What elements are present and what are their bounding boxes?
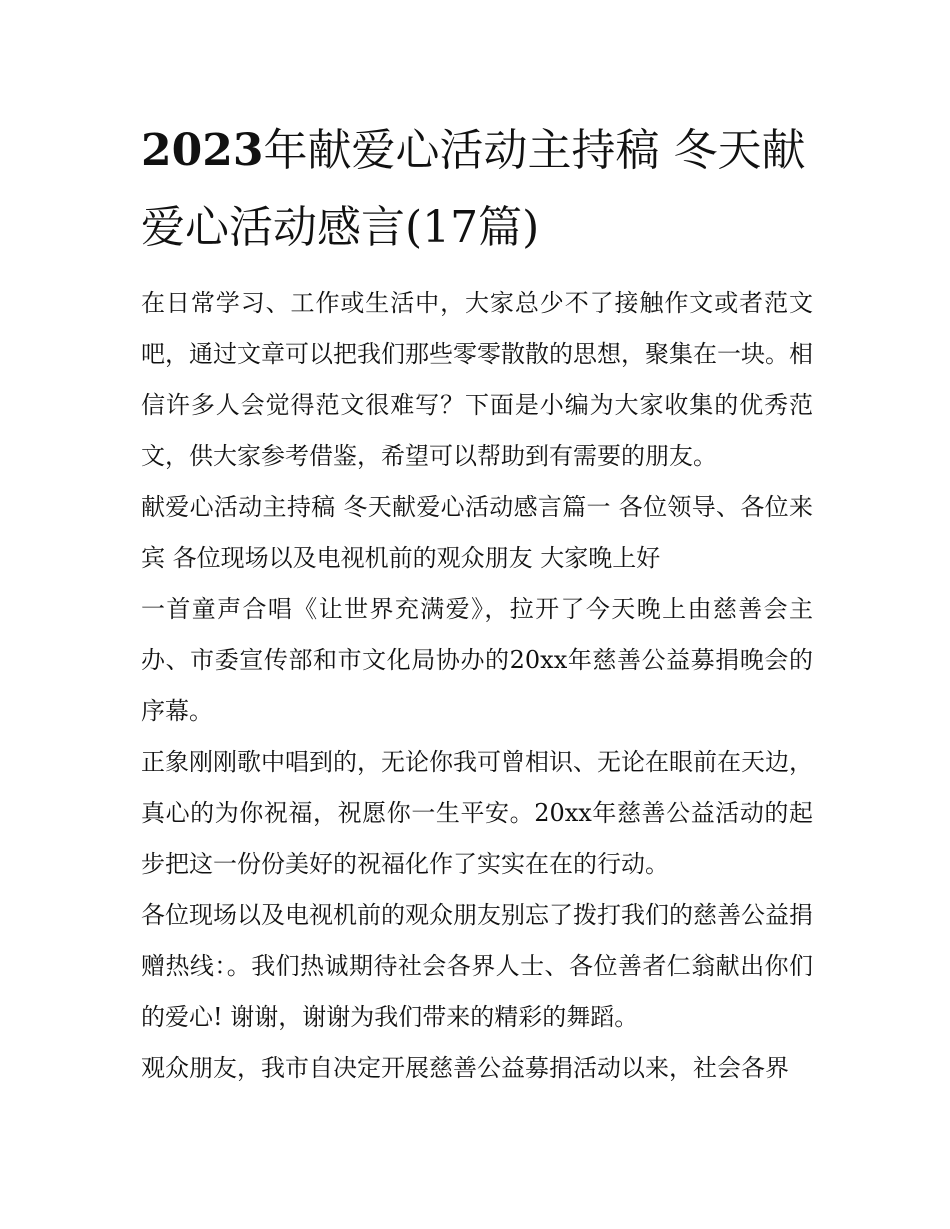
- title-text: 年献爱心活动主持稿 冬天献爱心活动感言(17篇): [141, 125, 806, 253]
- paragraph-intro: 在日常学习、工作或生活中，大家总少不了接触作文或者范文吧，通过文章可以把我们那些零零散散的思想，聚集在一块。相信许多人会觉得范文很难写？下面是小编为大家收集的优秀范文，供大家参考借鉴，希望可以帮助到有需要的朋友。: [141, 289, 813, 470]
- paragraph-activity: 观众朋友，我市自决定开展慈善公益募捐活动以来，社会各界: [141, 1054, 789, 1082]
- paragraph-blessing: 正象刚刚歌中唱到的，无论你我可曾相识、无论在眼前在天边，真心的为你祝福，祝愿你一生平安。20xx年慈善公益活动的起步把这一份份美好的祝福化作了实实在在的行动。: [141, 748, 813, 878]
- title-year: 2023: [141, 125, 264, 176]
- document-title: [141, 112, 813, 266]
- paragraph-greeting: 献爱心活动主持稿 冬天献爱心活动感言篇一 各位领导、各位来宾 各位现场以及电视机前的观众朋友 大家晚上好: [141, 493, 813, 572]
- document-body: [141, 278, 813, 1094]
- paragraph-opening-song: 一首童声合唱《让世界充满爱》，拉开了今天晚上由慈善会主办、市委宣传部和市文化局协办的20xx年慈善公益募捐晚会的序幕。: [141, 595, 813, 725]
- document-page: [141, 112, 813, 1094]
- paragraph-hotline: 各位现场以及电视机前的观众朋友别忘了拨打我们的慈善公益捐赠热线：。我们热诚期待社会各界人士、各位善者仁翁献出你们的爱心! 谢谢，谢谢为我们带来的精彩的舞蹈。: [141, 901, 813, 1031]
